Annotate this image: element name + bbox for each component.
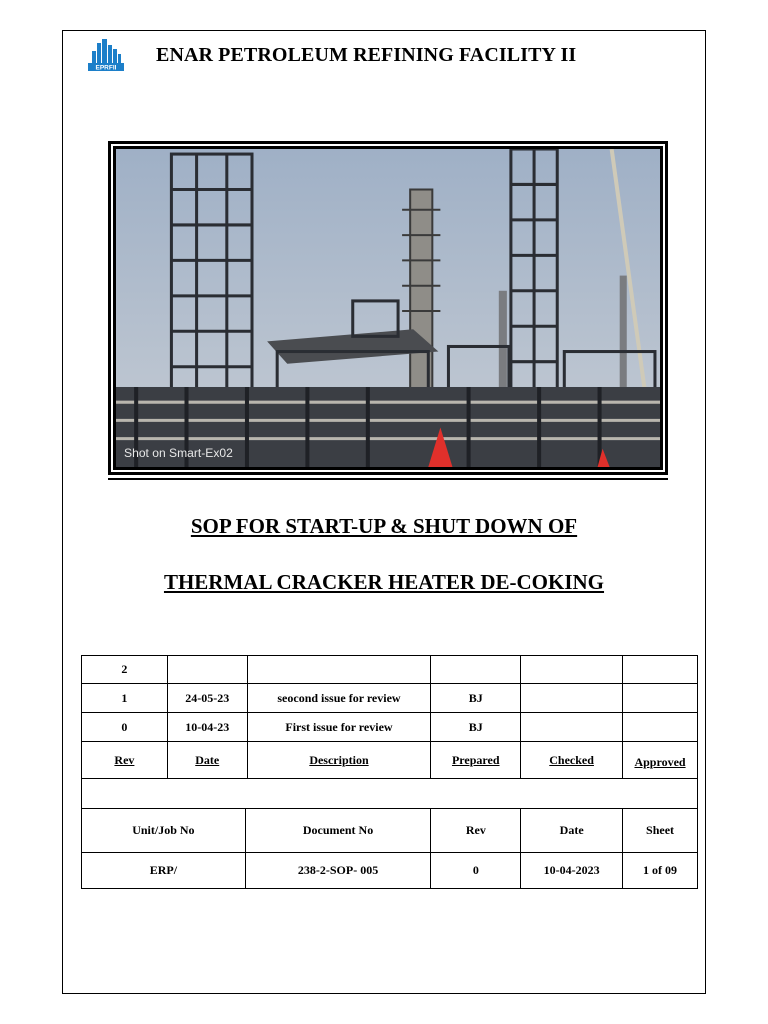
spacer-cell (82, 779, 698, 809)
header-row (82, 809, 698, 853)
company-logo-icon (86, 37, 126, 73)
description-cell (247, 656, 431, 684)
rev-header: Rev (431, 809, 521, 853)
date-cell: 10-04-23 (167, 713, 247, 742)
table-row (82, 713, 698, 742)
date-header: Date (521, 809, 623, 853)
rev-cell: 1 (82, 684, 168, 713)
document-title-line2: THERMAL CRACKER HEATER DE-COKING (163, 570, 605, 594)
date-header: Date (167, 742, 247, 779)
approved-cell (623, 713, 698, 742)
checked-cell (521, 656, 623, 684)
date-cell (167, 656, 247, 684)
checked-header: Checked (521, 742, 623, 779)
unit-value: ERP/ (82, 853, 246, 889)
refinery-photo (108, 141, 668, 475)
description-header: Description (247, 742, 431, 779)
document-title-line1: SOP FOR START-UP & SHUT DOWN OF (190, 514, 578, 538)
description-cell: First issue for review (247, 713, 431, 742)
approved-cell (623, 656, 698, 684)
sheet-value: 1 of 09 (623, 853, 698, 889)
logo-text: EPRFII (95, 64, 117, 72)
checked-cell (521, 684, 623, 713)
rev-cell: 0 (82, 713, 168, 742)
prepared-cell: BJ (431, 713, 521, 742)
checked-cell (521, 713, 623, 742)
revision-table (81, 655, 698, 809)
prepared-cell: BJ (431, 684, 521, 713)
rev-header: Rev (82, 742, 168, 779)
approved-header: Approved (623, 742, 698, 779)
prepared-cell (431, 656, 521, 684)
photo-watermark: Shot on Smart-Ex02 (124, 445, 233, 460)
sheet-header: Sheet (623, 809, 698, 853)
refinery-illustration (116, 149, 660, 467)
header-row (82, 742, 698, 779)
approved-cell (623, 684, 698, 713)
document-info-table (81, 808, 698, 889)
spacer-row (82, 779, 698, 809)
company-name: ENAR PETROLEUM REFINING FACILITY II (156, 44, 577, 66)
document-header: Document No (245, 809, 431, 853)
table-row (82, 853, 698, 889)
rev-value: 0 (431, 853, 521, 889)
description-cell: seocond issue for review (247, 684, 431, 713)
prepared-header: Prepared (431, 742, 521, 779)
divider-line (108, 478, 668, 480)
document-value: 238-2-SOP- 005 (245, 853, 431, 889)
date-cell: 24-05-23 (167, 684, 247, 713)
table-row (82, 684, 698, 713)
date-value: 10-04-2023 (521, 853, 623, 889)
unit-header: Unit/Job No (82, 809, 246, 853)
table-row (82, 656, 698, 684)
rev-cell: 2 (82, 656, 168, 684)
